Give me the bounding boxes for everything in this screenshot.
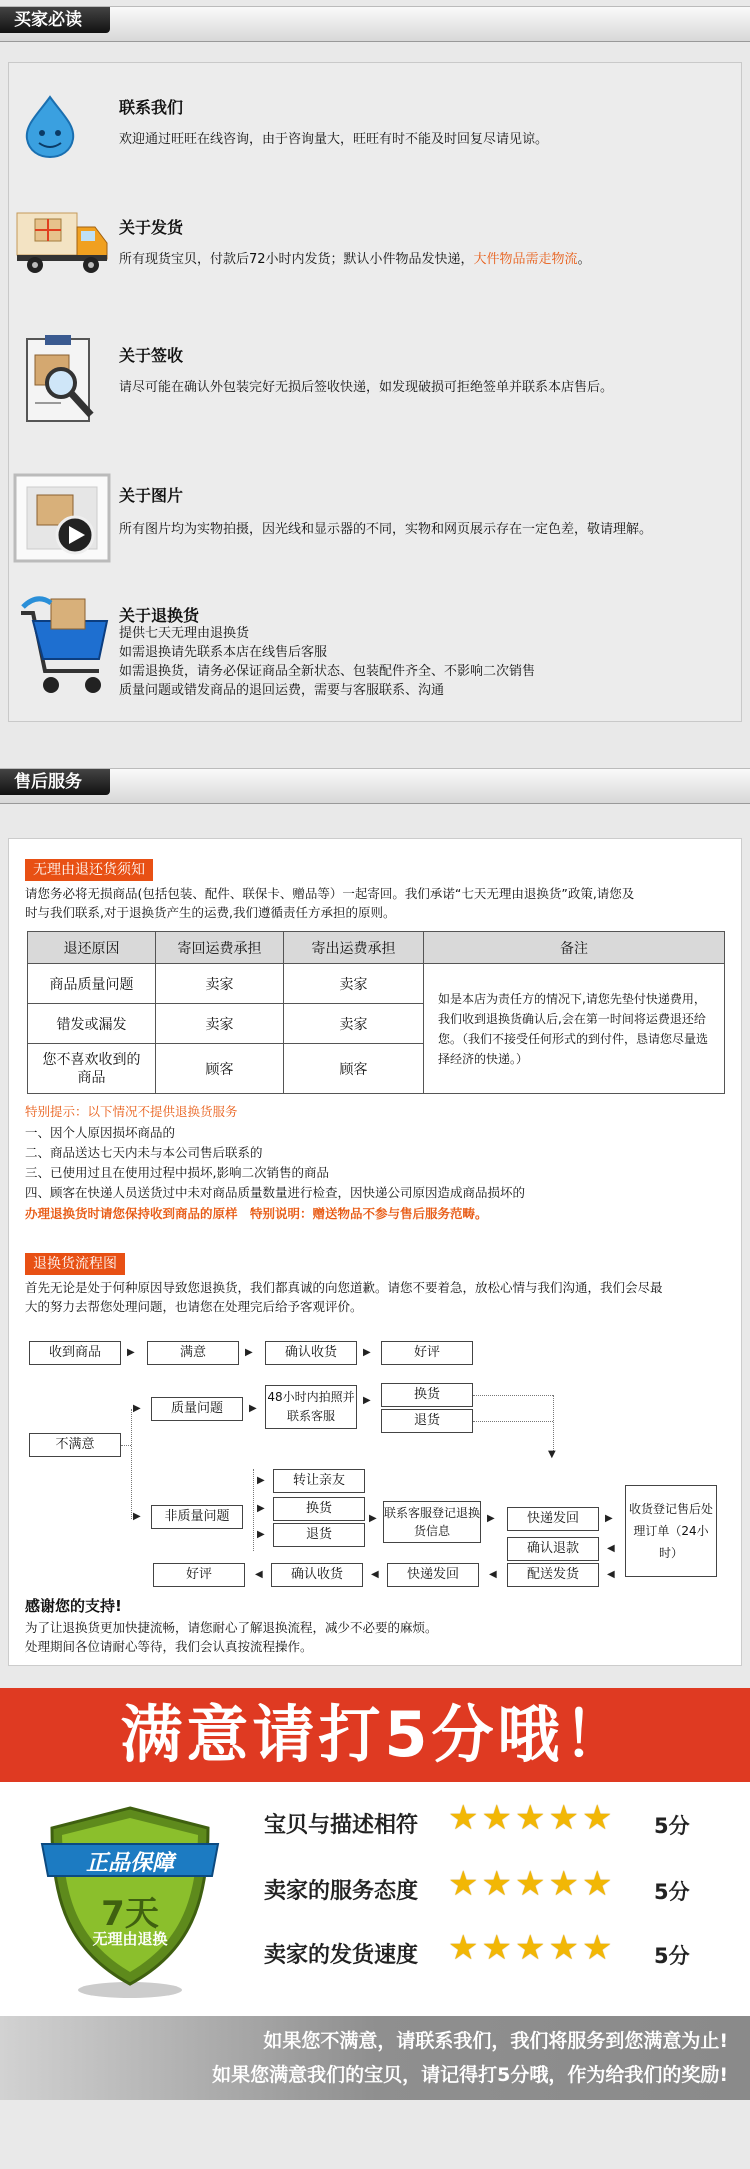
highlight-text: 大件物品需走物流 bbox=[473, 252, 578, 267]
arrow-left-icon: ◀ bbox=[255, 1569, 263, 1580]
rating-label: 宝贝与描述相符 bbox=[264, 1813, 419, 1838]
special-item: 一、因个人原因损坏商品的 bbox=[25, 1125, 176, 1140]
warning-text: 办理退换货时请您保持收到商品的原样 特别说明：赠送物品不参与售后服务范畴。 bbox=[25, 1206, 488, 1221]
special-item: 二、商品送达七天内未与本公司售后联系的 bbox=[25, 1145, 263, 1160]
star-icon: ★ bbox=[548, 1928, 579, 1968]
star-rating bbox=[448, 1798, 615, 1838]
arrow-right-icon: ▶ bbox=[369, 1513, 377, 1524]
flow-exchange: 换货 bbox=[381, 1383, 473, 1407]
flow-receive: 收到商品 bbox=[29, 1341, 121, 1365]
flow-transfer-friend: 转让亲友 bbox=[273, 1469, 365, 1493]
flow-ship-back: 快递发回 bbox=[387, 1563, 479, 1587]
star-icon: ★ bbox=[548, 1864, 579, 1904]
item-body: 请尽可能在确认外包装完好无损后签收快递，如发现破损可拒绝签单并联系本店售后。 bbox=[119, 380, 614, 395]
table-cell: 商品质量问题 bbox=[28, 964, 156, 1004]
shield-icon bbox=[40, 1802, 220, 2002]
arrow-right-icon: ▶ bbox=[245, 1347, 253, 1358]
rating-area bbox=[0, 1782, 750, 2016]
return-policy-table bbox=[27, 931, 725, 1094]
flow-confirm: 确认收货 bbox=[265, 1341, 357, 1365]
table-note: 如是本店为责任方的情况下,请您先垫付快递费用，我们收到退换货确认后,会在第一时间将运费退还给您。（我们不接受任何形式的到付件，恳请您尽量选择经济的快递。） bbox=[424, 964, 725, 1094]
arrow-left-icon: ◀ bbox=[371, 1569, 379, 1580]
section-title: 售后服务 bbox=[0, 769, 110, 795]
section-header-bar bbox=[0, 768, 750, 804]
arrow-right-icon: ▶ bbox=[363, 1347, 371, 1358]
star-icon: ★ bbox=[448, 1798, 479, 1838]
table-row bbox=[28, 964, 725, 1004]
shield-days: 7天 bbox=[101, 1894, 159, 1934]
flow-intro-line: 大的努力去帮您处理问题，也请您在处理完后给予客观评价。 bbox=[25, 1299, 363, 1314]
flow-unsatisfied: 不满意 bbox=[29, 1433, 121, 1457]
arrow-left-icon: ◀ bbox=[607, 1543, 615, 1554]
flow-return: 退货 bbox=[381, 1409, 473, 1433]
footer-band bbox=[0, 2016, 750, 2100]
shield-title: 正品保障 bbox=[85, 1851, 174, 1876]
special-item: 四、顾客在快递人员送货过中未对商品质量数量进行检查，因快递公司原因造成商品损坏的 bbox=[25, 1185, 526, 1200]
item-title: 关于图片 bbox=[119, 486, 184, 505]
footer-line: 如果您不满意，请联系我们，我们将服务到您满意为止! bbox=[263, 2030, 728, 2052]
flow-non-quality-issue: 非质量问题 bbox=[151, 1505, 243, 1529]
arrow-right-icon: ▶ bbox=[257, 1529, 265, 1540]
item-title: 关于发货 bbox=[119, 218, 184, 237]
table-cell: 顾客 bbox=[284, 1044, 424, 1094]
intro-line: 请您务必将无损商品(包括包装、配件、联保卡、赠品等）一起寄回。我们承诺“七天无理由退换货”政策,请您及 bbox=[25, 886, 635, 901]
flow-exchange: 换货 bbox=[273, 1497, 365, 1521]
item-line: 如需退换货，请务必保证商品全新状态、包装配件齐全、不影响二次销售 bbox=[119, 664, 536, 679]
arrow-right-icon: ▶ bbox=[133, 1511, 141, 1522]
flow-satisfied: 满意 bbox=[147, 1341, 239, 1365]
table-cell: 卖家 bbox=[156, 1004, 284, 1044]
star-icon: ★ bbox=[481, 1864, 512, 1904]
flow-process-order: 收货登记售后处理订单（24小时） bbox=[625, 1485, 717, 1577]
special-item: 三、已使用过且在使用过程中损坏,影响二次销售的商品 bbox=[25, 1165, 329, 1180]
table-header: 退还原因 bbox=[28, 932, 156, 964]
flow-return: 退货 bbox=[273, 1523, 365, 1547]
thanks-title: 感谢您的支持! bbox=[25, 1597, 122, 1615]
item-line: 如需退换请先联系本店在线售后客服 bbox=[119, 645, 328, 660]
rating-label: 卖家的服务态度 bbox=[264, 1879, 419, 1904]
arrow-right-icon: ▶ bbox=[127, 1347, 135, 1358]
item-title: 关于退换货 bbox=[119, 606, 200, 625]
rating-score: 5分 bbox=[654, 1880, 690, 1904]
shield-subtitle: 无理由退换 bbox=[92, 1930, 168, 1948]
rating-label: 卖家的发货速度 bbox=[264, 1943, 419, 1968]
flow-intro-line: 首先无论是处于何种原因导致您退换货，我们都真诚的向您道歉。请您不要着急，放松心情与我们沟通，我们会尽最 bbox=[25, 1280, 663, 1295]
special-notice-title: 特别提示：以下情况不提供退换货服务 bbox=[25, 1104, 238, 1119]
item-body: 所有图片均为实物拍摄，因光线和显示器的不同，实物和网页展示存在一定色差，敬请理解。 bbox=[119, 522, 653, 537]
star-icon: ★ bbox=[448, 1928, 479, 1968]
arrow-right-icon: ▶ bbox=[257, 1475, 265, 1486]
star-rating bbox=[448, 1864, 615, 1904]
flow-photo-contact: 48小时内拍照并联系客服 bbox=[265, 1385, 357, 1429]
star-icon: ★ bbox=[481, 1928, 512, 1968]
arrow-left-icon: ◀ bbox=[489, 1569, 497, 1580]
table-cell: 错发或漏发 bbox=[28, 1004, 156, 1044]
arrow-right-icon: ▶ bbox=[249, 1403, 257, 1414]
section-tag: 无理由退还货须知 bbox=[25, 859, 153, 881]
item-body: 所有现货宝贝，付款后72小时内发货；默认小件物品发快递，大件物品需走物流。 bbox=[119, 252, 591, 267]
flow-ship-back: 快递发回 bbox=[507, 1507, 599, 1531]
star-rating bbox=[448, 1928, 615, 1968]
flow-quality-issue: 质量问题 bbox=[151, 1397, 243, 1421]
item-title: 联系我们 bbox=[119, 98, 184, 117]
arrow-right-icon: ▶ bbox=[257, 1503, 265, 1514]
flow-deliver: 配送发货 bbox=[507, 1563, 599, 1587]
buyer-notice-panel bbox=[8, 62, 742, 722]
flow-good-review: 好评 bbox=[153, 1563, 245, 1587]
arrow-right-icon: ▶ bbox=[363, 1395, 371, 1406]
section-header-bar bbox=[0, 6, 750, 42]
contact-icon bbox=[23, 95, 77, 159]
photo-frame-icon bbox=[11, 471, 113, 565]
star-icon: ★ bbox=[581, 1928, 613, 1968]
table-cell: 您不喜欢收到的商品 bbox=[28, 1044, 156, 1094]
thanks-line: 为了让退换货更加快捷流畅，请您耐心了解退换流程，减少不必要的麻烦。 bbox=[25, 1620, 438, 1635]
arrow-right-icon: ▶ bbox=[605, 1513, 613, 1524]
section-tag: 退换货流程图 bbox=[25, 1253, 125, 1275]
table-cell: 顾客 bbox=[156, 1044, 284, 1094]
star-icon: ★ bbox=[581, 1798, 613, 1838]
star-icon: ★ bbox=[481, 1798, 512, 1838]
arrow-right-icon: ▶ bbox=[133, 1403, 141, 1414]
rating-score: 5分 bbox=[654, 1944, 690, 1968]
item-line: 质量问题或错发商品的退回运费，需要与客服联系、沟通 bbox=[119, 683, 445, 698]
table-header: 寄出运费承担 bbox=[284, 932, 424, 964]
flow-confirm: 确认收货 bbox=[271, 1563, 363, 1587]
table-cell: 卖家 bbox=[284, 964, 424, 1004]
signing-clipboard-icon bbox=[21, 333, 97, 425]
thanks-line: 处理期间各位请耐心等待，我们会认真按流程操作。 bbox=[25, 1639, 313, 1654]
arrow-down-icon: ▼ bbox=[548, 1449, 556, 1460]
flow-register-info: 联系客服登记退换货信息 bbox=[383, 1501, 481, 1543]
flow-confirm-refund: 确认退款 bbox=[507, 1537, 599, 1561]
arrow-left-icon: ◀ bbox=[607, 1569, 615, 1580]
intro-line: 时与我们联系,对于退换货产生的运费,我们遵循责任方承担的原则。 bbox=[25, 905, 396, 920]
rating-score: 5分 bbox=[654, 1814, 690, 1838]
table-cell: 卖家 bbox=[284, 1004, 424, 1044]
table-header: 备注 bbox=[424, 932, 725, 964]
flow-good-review: 好评 bbox=[381, 1341, 473, 1365]
table-header: 寄回运费承担 bbox=[156, 932, 284, 964]
star-icon: ★ bbox=[581, 1864, 613, 1904]
section-title: 买家必读 bbox=[0, 7, 110, 33]
star-icon: ★ bbox=[548, 1798, 579, 1838]
table-cell: 卖家 bbox=[156, 964, 284, 1004]
delivery-truck-icon bbox=[15, 203, 113, 277]
footer-line: 如果您满意我们的宝贝，请记得打5分哦，作为给我们的奖励! bbox=[212, 2064, 728, 2086]
arrow-right-icon: ▶ bbox=[487, 1513, 495, 1524]
after-sale-panel bbox=[8, 838, 742, 1666]
item-line: 提供七天无理由退换货 bbox=[119, 626, 250, 641]
rate-banner: 满意请打5分哦！ bbox=[0, 1688, 750, 1782]
star-icon: ★ bbox=[514, 1864, 546, 1904]
shopping-cart-icon bbox=[17, 593, 111, 697]
item-title: 关于签收 bbox=[119, 346, 184, 365]
item-body: 欢迎通过旺旺在线咨询，由于咨询量大，旺旺有时不能及时回复尽请见谅。 bbox=[119, 132, 549, 147]
star-icon: ★ bbox=[514, 1928, 546, 1968]
star-icon: ★ bbox=[514, 1798, 546, 1838]
star-icon: ★ bbox=[448, 1864, 479, 1904]
